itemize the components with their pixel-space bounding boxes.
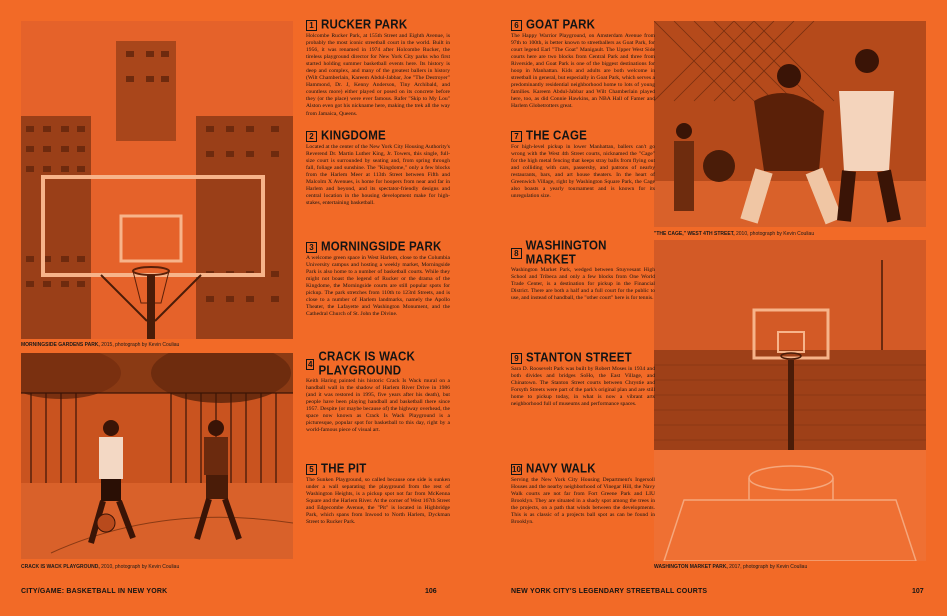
caption-place: MORNINGSIDE GARDENS PARK, bbox=[21, 342, 100, 348]
entry-number: 6 bbox=[511, 20, 522, 31]
entry-number: 8 bbox=[511, 248, 522, 259]
caption-place: CRACK IS WACK PLAYGROUND, bbox=[21, 564, 100, 570]
entry-title: RUCKER PARK bbox=[321, 18, 408, 32]
entry-body: Holcombe Rucker Park, at 155th Street and Eighth Avenue, is probably the most iconic streetball court in the world. Built in 1956, it was renamed in 1974 after Holcombe Rucker, the tireless playground director for New York City parks who first started holding summer basketball events here. Its history is deep and complex, and many of the greatest ballers in history (Wilt Chamberlain, Kareem Abdul-Jabbar, Joe "The Destroyer" Hammond, Dr. J, Kenny Anderson, Tiny Archibald, and countless more) either played or posed on its concrete before they (or the place) were ever famous. Rafer "Skip to My Lou" Alston even got his nickname here, making the trek all the way from Jamaica, Queens. bbox=[306, 33, 450, 117]
entry-number: 5 bbox=[306, 464, 317, 475]
court-entry-morningside-park bbox=[306, 241, 450, 318]
entry-number: 3 bbox=[306, 242, 317, 253]
court-entry-kingdome bbox=[306, 130, 450, 207]
photo-caption-1 bbox=[21, 342, 179, 348]
page-number-right: 107 bbox=[912, 588, 924, 595]
entry-body: Washington Market Park, wedged between Stuyvesant High School and Tribeca and only a few blocks from One World Trade Center, is a destination for pickup in the Financial District. There are both a half and a full court for the public to use, and instead of handball, the "other court" here is for tennis. bbox=[511, 267, 655, 302]
court-entry-the-cage bbox=[511, 130, 655, 200]
entry-title: MORNINGSIDE PARK bbox=[321, 240, 442, 254]
entry-title: WASHINGTON MARKET bbox=[525, 239, 607, 267]
photo-the-cage bbox=[654, 21, 926, 227]
court-entry-crack-is-wack bbox=[306, 352, 450, 434]
entry-title: GOAT PARK bbox=[526, 18, 596, 32]
photo-washington-market bbox=[654, 240, 926, 561]
entry-number: 9 bbox=[511, 353, 522, 364]
caption-credit: 2015, photograph by Kevin Couliau bbox=[99, 342, 180, 348]
caption-credit: 2017, photograph by Kevin Couliau bbox=[727, 564, 808, 570]
entry-number: 4 bbox=[306, 359, 314, 370]
entry-body: Keith Haring painted his historic Crack Is Wack mural on a handball wall in the shadow of Harlem River Drive in 1986 (and it was restored in 1995, five years after his death), but people have been playing handball and basketball there since 1957. Despite (or maybe because of) the highway overhead, the space now known as Crack Is Wack Playground is a picturesque, popular spot for basketball to this day, right by a world-famous piece of visual art. bbox=[306, 378, 450, 434]
entry-number: 1 bbox=[306, 20, 317, 31]
entry-body: Located at the center of the New York City Housing Authority's Reverend Dr. Martin Luther King, Jr. Towers, this single, full-size court is surrounded by seating and, from spring through fall, foliage and sunshine. The "Kingdome," only a few blocks from the Harlem Meer at 113th Street between Fifth and Malcolm X Avenues, is home for hoopers from near and far in Harlem and beyond, and its spectator-friendly designs and central location in the housing development make for high-stakes, entertaining basketball. bbox=[306, 144, 450, 207]
court-entry-stanton-street bbox=[511, 352, 655, 408]
entry-body: Sara D. Roosevelt Park was built by Robert Moses in 1934 and both divides and bridges SoHo, the East Village, and Chinatown. The Stanton Street courts between Chrystie and Forsyth Streets were part of the park's original plan and are still home to pickup today, in what is now a vibrant arts neighborhood full of museums and performance spaces. bbox=[511, 366, 655, 408]
entry-title: THE CAGE bbox=[526, 129, 588, 143]
photo-caption-3 bbox=[654, 231, 814, 237]
entry-number: 7 bbox=[511, 131, 522, 142]
entry-title: CRACK IS WACK PLAYGROUND bbox=[318, 350, 415, 378]
photo-caption-2 bbox=[21, 564, 179, 570]
entry-number: 10 bbox=[512, 464, 521, 474]
photo-caption-4 bbox=[654, 564, 807, 570]
entry-title: THE PIT bbox=[321, 462, 367, 476]
court-entry-navy-walk bbox=[511, 463, 655, 526]
entry-title: STANTON STREET bbox=[526, 351, 632, 365]
entry-body: The Happy Warrior Playground, on Amsterdam Avenue from 97th to 100th, is better known to streetballers as Goat Park, for court legend Earl "The Goat" Manigault. The Upper West Side courts here are two blocks from Central Park and three from Riverside, and Goat Park is one of the biggest destinations for hoop in Manhattan. Kids and adults are both welcome in streetball in general, but especially in Goat Park, which serves a predominantly residential neighborhood home to lots of young families. Kareem Abdul-Jabbar and Wilt Chamberlain played here, too, as did Connie Hawkins, an NBA Hall of Famer and Harlem Globetrotters great. bbox=[511, 33, 655, 110]
entry-title: KINGDOME bbox=[321, 129, 386, 143]
entry-body: A welcome green space in West Harlem, close to the Columbia University campus and hosting a weekly market, Morningside Park is also home to a number of basketball courts. While they might not boast the legend of Rucker or the drama of the Kingdome, the Morningside courts are still popular spots for pickup. The park stretches from 110th to 123rd Streets, and is close to a number of Harlem landmarks, namely the Apollo Theater, the Lafayette and Washington Monument, and the Cathedral Church of St. John the Divine. bbox=[306, 255, 450, 318]
entry-body: For high-level pickup in lower Manhattan, ballers can't go wrong with the West 4th Street courts, nicknamed the "Cage" for the high metal fencing that keeps stray balls from flying out and colliding with cars, passersby, and patrons of nearby restaurants, bars, and art house theaters. In the heart of Greenwich Village, right by Washington Square Park, the Cage also boasts a yearly tournament and is known for its unregulation size. bbox=[511, 144, 655, 200]
page-number-left: 106 bbox=[425, 588, 437, 595]
running-footer-right: NEW YORK CITY'S LEGENDARY STREETBALL COURTS bbox=[511, 588, 708, 595]
court-entry-the-pit bbox=[306, 463, 450, 526]
entry-title: NAVY WALK bbox=[526, 462, 596, 476]
caption-place: WASHINGTON MARKET PARK, bbox=[654, 564, 728, 570]
entry-body: The Sunken Playground, so called because one side is sunken under a wall separating the playground from the rest of Washington Heights, is a pickup spot not far from McKenna Square and the Harlem River. At the corner of West 167th Street and Edgecombe Avenue, the "Pit" is located in Highbridge Park, which spans from Inwood to North Harlem, Dyckman Street to Rucker Park. bbox=[306, 477, 450, 526]
caption-credit: 2010, photograph by Kevin Couliau bbox=[99, 564, 180, 570]
caption-credit: 2010, photograph by Kevin Couliau bbox=[734, 231, 815, 237]
court-entry-rucker-park bbox=[306, 19, 450, 118]
court-entry-washington-market bbox=[511, 241, 655, 302]
running-footer-left: CITY/GAME: BASKETBALL IN NEW YORK bbox=[21, 588, 168, 595]
caption-place: "THE CAGE," WEST 4TH STREET, bbox=[654, 231, 735, 237]
entry-number: 2 bbox=[306, 131, 317, 142]
court-entry-goat-park bbox=[511, 19, 655, 111]
entry-body: Serving the New York City Housing Department's Ingersoll Houses and the nearby neighborhood of Vinegar Hill, the Navy Walk courts are not far from Fort Greene Park and LIU Brooklyn. They are situated in a shady spot among the trees in the projects, on a path that winds between the developments. This is as classic of a projects ball spot as can be found in Brooklyn. bbox=[511, 477, 655, 526]
photo-backboard bbox=[21, 21, 293, 339]
photo-crack-is-wack bbox=[21, 353, 293, 559]
